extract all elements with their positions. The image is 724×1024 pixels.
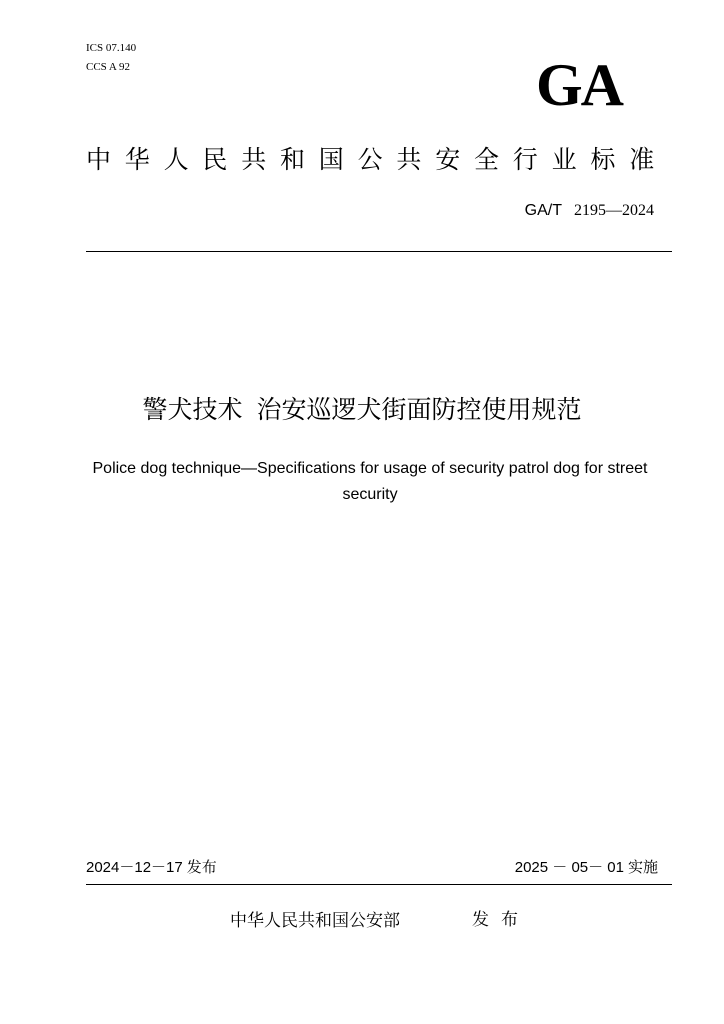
chinese-title (0, 392, 724, 428)
ccs-code: CCS A 92 (86, 61, 131, 73)
issue-date-line (86, 857, 217, 878)
chinese-title-part1: 警犬技术 (142, 395, 243, 424)
chinese-title-part2: 治安巡逻犬街面防控使用规范 (256, 395, 582, 424)
standard-code-number: 2195—2024 (574, 202, 654, 219)
standard-type-heading: 中华人民共和国公共安全行业标准 (86, 145, 669, 174)
publish-label: 发布 (472, 910, 530, 930)
top-divider (86, 251, 672, 252)
standard-code (525, 200, 654, 221)
issue-label: 发布 (186, 858, 217, 876)
issue-date: 2024－12－17 (86, 859, 183, 876)
standard-code-prefix: GA/T (524, 202, 562, 219)
ga-logo: GA (536, 52, 622, 118)
implement-label: 实施 (627, 858, 658, 876)
bottom-divider (86, 884, 672, 885)
implement-date-line (515, 857, 658, 878)
publisher-name: 中华人民共和国公安部 (230, 911, 400, 931)
implement-date: 2025 － 05－ 01 (514, 859, 624, 876)
english-title: Police dog technique—Specifications for usage of security patrol dog for street security (92, 460, 648, 503)
ics-code: ICS 07.140 (86, 42, 137, 54)
